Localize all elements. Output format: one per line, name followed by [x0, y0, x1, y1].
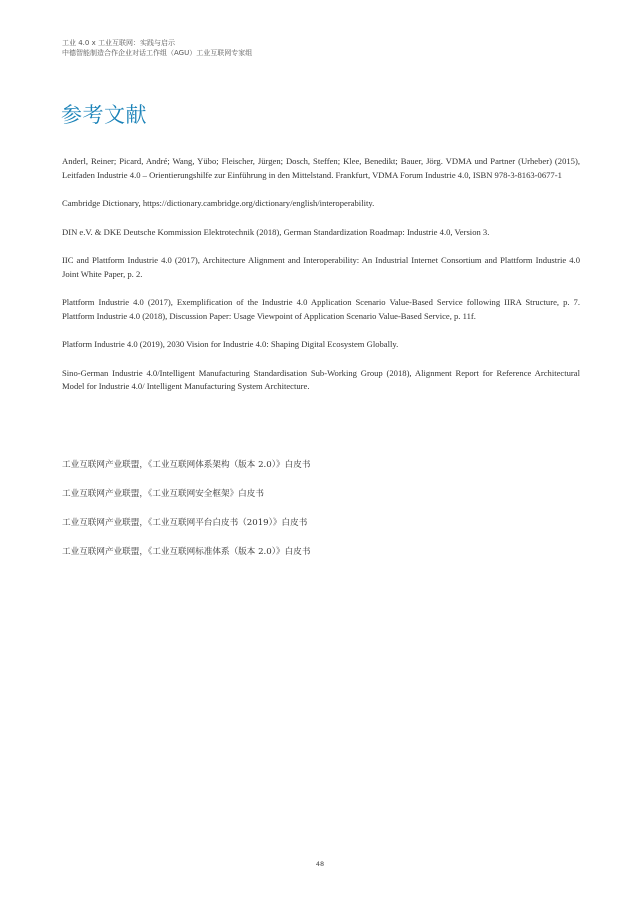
chinese-reference-list	[62, 459, 580, 575]
chinese-reference-item: 工业互联网产业联盟，《工业互联网平台白皮书（2019）》白皮书	[62, 518, 308, 528]
header-line-2: 中德智能制造合作企业对话工作组（AGU）工业互联网专家组	[62, 49, 253, 57]
header-line-1: 工业 4.0 x 工业互联网：实践与启示	[62, 39, 175, 47]
reference-item: Plattform Industrie 4.0 (2017), Exemplification of the Industrie 4.0 Application Scenario Value-Based Service following IIRA Structure, p. 7. Plattform Industrie 4.0 (2018), Discussion Paper: Usage Viewpoint of Application Scenario Value-Based Service, p. 11f.	[62, 297, 580, 321]
reference-item: DIN e.V. & DKE Deutsche Kommission Elektrotechnik (2018), German Standardization Roadmap: Industrie 4.0, Version 3.	[62, 226, 490, 237]
chinese-reference-item: 工业互联网产业联盟，《工业互联网标准体系（版本 2.0）》白皮书	[62, 547, 311, 557]
reference-item: Platform Industrie 4.0 (2019), 2030 Vision for Industrie 4.0: Shaping Digital Ecosystem Globally.	[62, 339, 399, 349]
reference-item: IIC and Plattform Industrie 4.0 (2017), Architecture Alignment and Interoperability: An Industrial Internet Consortium and Plattform Industrie 4.0 Joint White Paper, p. 2.	[62, 255, 580, 279]
page-number: 48	[315, 860, 325, 868]
chinese-reference-item: 工业互联网产业联盟，《工业互联网安全框架》白皮书	[62, 489, 264, 499]
reference-list	[62, 155, 580, 409]
running-header	[62, 38, 252, 58]
reference-item: Sino-German Industrie 4.0/Intelligent Manufacturing Standardisation Sub-Working Group (2018), Alignment Report for Reference Architectural Model for Industrie 4.0/ Intelligent Manufacturing System Architecture.	[62, 367, 580, 391]
page-title: 参考文献	[61, 103, 147, 127]
reference-item: Cambridge Dictionary, https://dictionary.cambridge.org/dictionary/english/interoperability.	[62, 198, 375, 208]
chinese-reference-item: 工业互联网产业联盟，《工业互联网体系架构（版本 2.0）》白皮书	[62, 460, 311, 470]
reference-item: Anderl, Reiner; Picard, André; Wang, Yübo; Fleischer, Jürgen; Dosch, Steffen; Klee, Benedikt; Bauer, Jörg. VDMA und Partner (Urheber) (2015), Leitfaden Industrie 4.0 – Orientierungshilfe zur Einführung in den Mittelstand. Frankfurt, VDMA Forum Industrie 4.0, ISBN 978-3-8163-0677-1	[62, 156, 580, 180]
